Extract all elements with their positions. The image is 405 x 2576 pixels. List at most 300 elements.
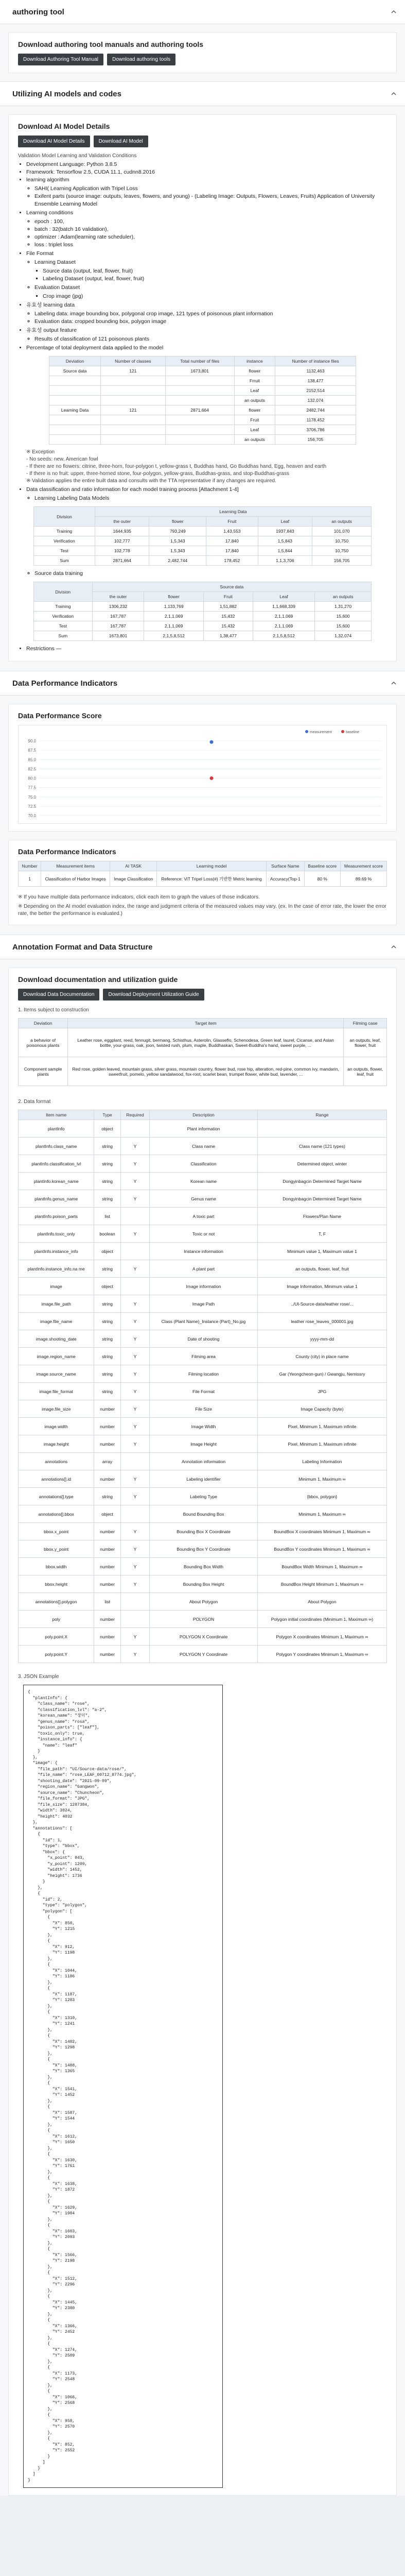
table-cell: image.region_name xyxy=(19,1348,94,1365)
table-header: Number of classes xyxy=(101,357,166,366)
table-row xyxy=(19,1400,387,1418)
table-cell: an outputs xyxy=(234,396,275,405)
table-cell xyxy=(165,376,234,386)
table-header: the outer xyxy=(92,592,144,602)
table-cell: 156,705 xyxy=(275,435,356,445)
table-cell: 101,070 xyxy=(312,527,372,536)
table-cell: POLYGON X Coordinate xyxy=(150,1628,258,1646)
table-cell: 1937,843 xyxy=(258,527,312,536)
ai-models-section xyxy=(0,82,405,671)
table-cell: string xyxy=(94,1295,120,1313)
deployment-table xyxy=(49,356,356,445)
list-item: ◦ Exifent parts (source image: outputs, leaves, flowers, and young) - (Labeling Image: Outputs, Flowers, Leaves, Fruits) Application of University Ensemble Learning Model xyxy=(34,193,387,208)
note-line: - If there are no flowers: citrine, three-horn, four-polygon t, yellow-grass t, Buddhas hand, Go Buddhas hand, Egg, heaven and earth xyxy=(26,464,327,469)
table-row xyxy=(49,396,356,405)
table-cell: number xyxy=(94,1646,120,1663)
table-cell: Y xyxy=(120,1383,149,1400)
table-cell: BoundBox Height Minimum 1, Maximum ∞ xyxy=(257,1575,386,1593)
table-cell: File Format xyxy=(150,1383,258,1400)
table-cell: 1,5,343 xyxy=(149,546,206,556)
table-header: Learning model xyxy=(157,861,267,871)
table-cell: plantInfo.class_name xyxy=(19,1138,94,1155)
learning-split-table xyxy=(33,506,372,566)
y-tick-label: 85.0 xyxy=(28,757,36,762)
table-header: Total number of files xyxy=(165,357,234,366)
table-cell: 1,133,769 xyxy=(144,602,204,612)
table-cell: 15,432 xyxy=(203,612,253,621)
learning-split-table-wrap xyxy=(18,506,387,566)
table-cell: Polygon Y coordinates Minimum 1, Maximum ∞ xyxy=(257,1646,386,1663)
section-title: authoring tool xyxy=(12,7,64,16)
table-cell: Class name xyxy=(150,1138,258,1155)
table-header: Source data xyxy=(92,582,371,592)
y-tick-label: 77.5 xyxy=(28,785,36,790)
annotation-card xyxy=(8,968,397,2496)
table-cell: Dongyinbagcin Determined Target Name xyxy=(257,1173,386,1190)
table-cell xyxy=(49,425,101,435)
table-cell: 2871,664 xyxy=(165,405,234,415)
list-item xyxy=(34,293,387,300)
table-row xyxy=(49,366,356,376)
performance-header[interactable] xyxy=(0,671,405,696)
card-title: Download documentation and utilization guide xyxy=(18,975,178,984)
table-cell: number xyxy=(94,1628,120,1646)
table-cell: Frruit xyxy=(234,376,275,386)
table-header: flower xyxy=(144,592,204,602)
table-cell: image.width xyxy=(19,1418,94,1435)
list-item: ◦ batch : 32(batch 16 validation), xyxy=(34,226,387,233)
table-cell xyxy=(49,435,101,445)
card-title: Download AI Model Details xyxy=(18,122,110,130)
table-row xyxy=(19,1453,387,1470)
table-cell: POLYGON Y Coordinate xyxy=(150,1646,258,1663)
exception-notes xyxy=(26,449,387,485)
list-item: • Learning conditions ◦ epoch : 100, ◦ batch : 32(batch 16 validation), ◦ optimizer : Adam(learning rate scheduler), ◦ loss : triplet loss xyxy=(26,209,387,249)
table-cell: plantInfo.instance_info xyxy=(19,1243,94,1260)
table-cell: Bounding Box Y Coordinate xyxy=(150,1540,258,1558)
table-cell xyxy=(120,1208,149,1225)
restrictions-list xyxy=(18,645,387,653)
table-cell: 1178,452 xyxy=(275,415,356,425)
table-cell: Test xyxy=(34,546,95,556)
table-row xyxy=(19,1470,387,1488)
source-split-table-wrap xyxy=(18,582,387,641)
table-cell xyxy=(120,1593,149,1611)
table-cell: 793,249 xyxy=(149,527,206,536)
download-documentation-button[interactable]: Download Data Documentation xyxy=(18,989,99,1001)
table-cell: 138,477 xyxy=(275,376,356,386)
table-cell: 15,600 xyxy=(315,621,372,631)
table-cell: bbox.y_point xyxy=(19,1540,94,1558)
table-cell: 1,31,270 xyxy=(315,602,372,612)
table-cell: Component sample plants xyxy=(19,1057,68,1086)
list-item: • Framework: Tensorflow 2.5, CUDA 11.1, cudnn8.2016 xyxy=(26,168,387,176)
table-row xyxy=(19,1225,387,1243)
table-cell: Minimum 1, Maximum ∞ xyxy=(257,1505,386,1523)
table-cell: About Polygon xyxy=(150,1593,258,1611)
table-cell: Y xyxy=(120,1225,149,1243)
table-cell: number xyxy=(94,1558,120,1575)
performance-chart-card xyxy=(8,704,397,832)
download-model-button[interactable]: Download AI Model xyxy=(94,135,148,147)
table-cell xyxy=(101,376,166,386)
list-item: ◦ optimizer : Adam(learning rate scheduler), xyxy=(34,233,387,241)
table-cell: an outputs, flower, leaf, fruit xyxy=(344,1057,387,1086)
json-example-box xyxy=(23,1685,223,2488)
table-cell: Y xyxy=(120,1260,149,1278)
table-cell: number xyxy=(94,1470,120,1488)
table-row xyxy=(19,1628,387,1646)
restrictions-item[interactable]: • Restrictions — xyxy=(26,645,387,653)
list-item: ◦ Results of classification of 121 poisonous plants xyxy=(34,335,387,343)
table-cell xyxy=(120,1611,149,1628)
table-cell: 80 % xyxy=(304,871,340,887)
table-cell: Verification xyxy=(34,536,95,546)
construction-table-wrap xyxy=(18,1018,387,1086)
table-cell: Y xyxy=(120,1628,149,1646)
table-cell: 167,787 xyxy=(92,621,144,631)
table-cell: 1673,801 xyxy=(165,366,234,376)
table-cell: Instance information xyxy=(150,1243,258,1260)
table-cell: 10,750 xyxy=(312,546,372,556)
list-item: • learning algorithm ◦ SAHI( Learning Application with Tripel Loss ◦ Exifent parts (source image: outputs, leaves, flowers, and young) - (Labeling Image: Outputs, Flowers, Leaves, Fruits) Application of University Ensemble Learning Model xyxy=(26,176,387,208)
table-cell: Minimum 1, Maximum ∞ xyxy=(257,1470,386,1488)
table-cell: boolean xyxy=(94,1225,120,1243)
list-item: ◦ loss : triplet loss xyxy=(34,241,387,249)
table-cell: 15,600 xyxy=(315,612,372,621)
table-cell: File Size xyxy=(150,1400,258,1418)
list-item: ◦ epoch : 100, xyxy=(34,218,387,226)
table-cell: JPG xyxy=(257,1383,386,1400)
table-cell xyxy=(49,396,101,405)
table-cell: Training xyxy=(34,602,93,612)
table-cell: 15,432 xyxy=(203,621,253,631)
format-table-wrap xyxy=(18,1110,387,1663)
table-cell: string xyxy=(94,1383,120,1400)
table-header: Fruit xyxy=(203,592,253,602)
table-cell xyxy=(165,435,234,445)
table-cell: 132,074 xyxy=(275,396,356,405)
table-cell: Classification of Harbor Images xyxy=(41,871,110,887)
table-cell: Leather rose, eggplant, reed, fennugit, bermang, Schisthus, Asterolin, Glasseflo, Schenodesa, Green leaf, laurel, Cicanse, and Asian bottle, your-grass, oak, joon, twisted rush, plum, maple, Buddhaskan, Sweet-Buddha's hand, sweet purple, ... xyxy=(68,1028,344,1057)
table-header: the outer xyxy=(95,517,149,527)
table-cell: leather rose_leaves_000001.jpg xyxy=(257,1313,386,1330)
table-cell: poly.point.Y xyxy=(19,1646,94,1663)
ratio-list xyxy=(18,486,387,502)
list-item: ◦ Learning Labeling Data Models xyxy=(34,495,387,502)
card-title: Download authoring tool manuals and authoring tools xyxy=(18,40,204,48)
table-cell: string xyxy=(94,1365,120,1383)
table-header: Deviation xyxy=(49,357,101,366)
table-row xyxy=(19,1646,387,1663)
table-header: Required xyxy=(120,1110,149,1120)
table-cell: string xyxy=(94,1173,120,1190)
table-cell: Labeling Type xyxy=(150,1488,258,1505)
list-item: • Data classification and ratio information for each model training process [Attachment 1-4] xyxy=(26,486,387,494)
table-cell: POLYGON xyxy=(150,1611,258,1628)
table-cell: an outputs, flower, leaf, fruit xyxy=(257,1260,386,1278)
table-row xyxy=(49,425,356,435)
table-cell: Y xyxy=(120,1575,149,1593)
table-cell: number xyxy=(94,1400,120,1418)
table-header: Deviation xyxy=(19,1019,68,1028)
table-cell: image.shooting_date xyxy=(19,1330,94,1348)
table-cell: number xyxy=(94,1418,120,1435)
table-cell: 2482,744 xyxy=(275,405,356,415)
table-cell: number xyxy=(94,1435,120,1453)
download-tools-button[interactable]: Download authoring tools xyxy=(107,54,175,65)
table-cell: County (city) in place name xyxy=(257,1348,386,1365)
table-row xyxy=(19,1540,387,1558)
download-manual-button[interactable]: Download Authoring Tool Manual xyxy=(18,54,103,65)
table-row xyxy=(19,1505,387,1523)
download-model-details-button[interactable]: Download AI Model Details xyxy=(18,135,90,147)
table-cell: image.file_size xyxy=(19,1400,94,1418)
table-cell: 1 xyxy=(19,871,41,887)
table-cell: Y xyxy=(120,1418,149,1435)
list-item xyxy=(26,570,387,578)
table-cell: plantInfo xyxy=(19,1120,94,1138)
chevron-up-icon[interactable] xyxy=(391,680,397,686)
table-cell: Bounding Box Width xyxy=(150,1558,258,1575)
table-row xyxy=(19,871,387,887)
table-cell: number xyxy=(94,1611,120,1628)
format-table xyxy=(18,1110,387,1663)
table-cell: 1,5,843 xyxy=(258,536,312,546)
table-cell: Image Width xyxy=(150,1418,258,1435)
table-cell: 178,452 xyxy=(206,556,258,566)
model-info-list xyxy=(18,161,387,352)
table-cell: Labeling identifier xyxy=(150,1470,258,1488)
data-point-baseline xyxy=(210,776,214,780)
table-header: Baseline score xyxy=(304,861,340,871)
table-cell: Filming location xyxy=(150,1365,258,1383)
list-item xyxy=(26,495,387,502)
list-item: ◦ Learning Dataset xyxy=(34,259,387,266)
table-row xyxy=(19,1418,387,1435)
table-cell: object xyxy=(94,1278,120,1295)
table-cell: 156,705 xyxy=(312,556,372,566)
table-cell: image.source_name xyxy=(19,1365,94,1383)
table-header: AI TASK xyxy=(110,861,157,871)
table-cell: 1,51,882 xyxy=(203,602,253,612)
table-row xyxy=(19,1208,387,1225)
section-title: Data Performance Indicators xyxy=(12,679,118,688)
table-cell: an outputs, leaf, flower, fruit xyxy=(344,1028,387,1057)
table-cell: Y xyxy=(120,1435,149,1453)
ai-models-header[interactable] xyxy=(0,82,405,106)
table-row xyxy=(19,1138,387,1155)
table-cell: 1,5,844 xyxy=(258,546,312,556)
card-title: Data Performance Indicators xyxy=(18,848,116,856)
legend-label: measurement xyxy=(310,731,332,734)
table-cell: Y xyxy=(120,1540,149,1558)
table-cell: Dongyinbagcin Determined Target Name xyxy=(257,1190,386,1208)
table-cell: 2152,514 xyxy=(275,386,356,396)
table-cell: 102,778 xyxy=(95,546,149,556)
table-row xyxy=(19,1295,387,1313)
table-cell: image.height xyxy=(19,1435,94,1453)
section-title: Annotation Format and Data Structure xyxy=(12,942,153,952)
table-cell xyxy=(101,386,166,396)
table-cell: 2,1,1,069 xyxy=(253,612,314,621)
table-row xyxy=(49,376,356,386)
chevron-up-icon[interactable] xyxy=(391,91,397,97)
section-title: Utilizing AI models and codes xyxy=(12,89,121,98)
list-item: • File Format ◦ Learning Dataset ▪ Source data (output, leaf, flower, fruit) ▪ Labeling Dataset (output, leaf, flower, fruit) ◦ Evaluation Dataset ▪ Crop image (jpg) xyxy=(26,250,387,300)
table-cell: string xyxy=(94,1348,120,1365)
table-cell: 1,5,343 xyxy=(149,536,206,546)
table-cell: Bounding Box Height xyxy=(150,1575,258,1593)
validation-subtitle: Validation Model Learning and Validation Conditions xyxy=(18,153,137,159)
table-cell: Y xyxy=(120,1523,149,1540)
table-cell xyxy=(49,415,101,425)
table-cell: 1,1,3,706 xyxy=(258,556,312,566)
table-cell: Image Path xyxy=(150,1295,258,1313)
performance-chart-svg xyxy=(19,725,386,823)
table-cell: Toxic or not xyxy=(150,1225,258,1243)
table-cell: annotations xyxy=(19,1453,94,1470)
label-data-format: 2. Data format xyxy=(18,1099,51,1105)
table-header: an outputs xyxy=(315,592,372,602)
table-header: Measurement score xyxy=(340,861,386,871)
table-cell: T, F xyxy=(257,1225,386,1243)
table-cell: image.file_name xyxy=(19,1313,94,1330)
table-row xyxy=(19,1313,387,1330)
table-cell: image xyxy=(19,1278,94,1295)
ai-models-card xyxy=(8,114,397,662)
table-cell: a behavior of poisonous plants xyxy=(19,1028,68,1057)
table-cell: 1673,801 xyxy=(92,631,144,641)
table-cell: 2,1,1,069 xyxy=(144,621,204,631)
list-item: ◦ Source data training xyxy=(34,570,387,578)
list-item: • 유효성 output feature ◦ Results of classification of 121 poisonous plants xyxy=(26,327,387,343)
table-cell: 121 xyxy=(101,366,166,376)
table-header: Fruit xyxy=(206,517,258,527)
table-row xyxy=(19,1611,387,1628)
table-cell: Filming area xyxy=(150,1348,258,1365)
table-cell: Leaf xyxy=(234,425,275,435)
table-cell: 2,1,5,8,512 xyxy=(253,631,314,641)
json-example: { "plantInfo": { "class_name": "rose", "classification_lvl": "a-2", "korean_name": "장미", "genus_name": "rosa", "poison_parts": ["leaf"], "toxic_only": true, "instance_info": { "name": "leaf" } }, "image": { "file_path": "UI/Source-data/rose/", "file_name": "rose_LEAF_00712_8774.jpg", "shooting_date": "2021-09-09", "region_name": "Gangwon", "source_name": "Chuncheon", "file_format": "JPG", "file_size": 1287384, "width": 3024, "height": 4032 }, "annotations": [ { "id": 1, "type": "bbox", "bbox": { "x_point": 843, "y_point": 1209, "width": 1452, "height": 1736 } }, { "id": 2, "type": "polygon", "polygon": [ { "X": 850, "Y": 1215 }, { "X": 912, "Y": 1198 }, { "X": 1044, "Y": 1186 }, { "X": 1187, "Y": 1203 }, { "X": 1310, "Y": 1241 }, { "X": 1402, "Y": 1298 }, { "X": 1488, "Y": 1365 }, { "X": 1541, "Y": 1452 }, { "X": 1587, "Y": 1544 }, { "X": 1612, "Y": 1650 }, { "X": 1630, "Y": 1761 }, { "X": 1638, "Y": 1872 }, { "X": 1629, "Y": 1984 }, { "X": 1603, "Y": 2093 }, { "X": 1566, "Y": 2198 }, { "X": 1512, "Y": 2296 }, { "X": 1445, "Y": 2380 }, { "X": 1366, "Y": 2452 }, { "X": 1274, "Y": 2509 }, { "X": 1173, "Y": 2548 }, { "X": 1066, "Y": 2568 }, { "X": 958, "Y": 2570 }, { "X": 852, "Y": 2552 } ] } ] } xyxy=(28,1690,137,2483)
table-cell: string xyxy=(94,1313,120,1330)
table-cell: 1,32,074 xyxy=(315,631,372,641)
table-header: Division xyxy=(34,582,93,602)
table-cell: 102,777 xyxy=(95,536,149,546)
table-cell: Image Information, Minimum value 1 xyxy=(257,1278,386,1295)
table-cell xyxy=(165,415,234,425)
table-cell: 2,482,744 xyxy=(149,556,206,566)
table-cell: Y xyxy=(120,1488,149,1505)
table-cell: Y xyxy=(120,1295,149,1313)
table-cell xyxy=(120,1278,149,1295)
table-row xyxy=(34,621,372,631)
list-item: • Development Language: Python 3.8.5 xyxy=(26,161,387,168)
table-header: Target item xyxy=(68,1019,344,1028)
table-cell: Annotation information xyxy=(150,1453,258,1470)
table-cell: string xyxy=(94,1330,120,1348)
table-row xyxy=(34,546,372,556)
table-cell: 121 xyxy=(101,405,166,415)
table-cell: A toxic part xyxy=(150,1208,258,1225)
table-row xyxy=(19,1575,387,1593)
table-cell: Image Capacity (byte) xyxy=(257,1400,386,1418)
table-cell: Fruit xyxy=(234,415,275,425)
table-cell: About Polygon xyxy=(257,1593,386,1611)
table-cell: poly.point.X xyxy=(19,1628,94,1646)
annotation-section xyxy=(0,935,405,2496)
authoring-header[interactable] xyxy=(0,0,405,24)
table-cell: 2,1,1,069 xyxy=(144,612,204,621)
table-cell: plantInfo.poison_parts xyxy=(19,1208,94,1225)
table-cell: Flowers/Plan Name xyxy=(257,1208,386,1225)
table-cell: string xyxy=(94,1138,120,1155)
table-cell xyxy=(165,425,234,435)
data-point-measurement xyxy=(210,740,214,744)
table-row xyxy=(19,1488,387,1505)
table-row xyxy=(19,1190,387,1208)
table-cell: Y xyxy=(120,1138,149,1155)
note-line: ※ Exception xyxy=(26,449,55,455)
table-cell: Y xyxy=(120,1330,149,1348)
list-item: ▪ Source data (output, leaf, flower, fruit) xyxy=(43,267,387,275)
table-cell: BoundBox Y coordinates Minimum 1, Maximum ∞ xyxy=(257,1540,386,1558)
list-item: ◦ Evaluation data: cropped bounding box, polygon image xyxy=(34,318,387,326)
table-cell: bbox.width xyxy=(19,1558,94,1575)
table-row xyxy=(19,1155,387,1173)
table-cell: ../UI-Source-data/leather rose/... xyxy=(257,1295,386,1313)
table-cell: flower xyxy=(234,405,275,415)
table-cell: yyyy-mm-dd xyxy=(257,1330,386,1348)
table-cell: Classification xyxy=(150,1155,258,1173)
construction-table xyxy=(18,1018,387,1086)
table-cell: Image Classification xyxy=(110,871,157,887)
performance-section xyxy=(0,671,405,935)
table-cell: Bounding Box X Coordinate xyxy=(150,1523,258,1540)
table-cell: 1,43,553 xyxy=(206,527,258,536)
table-cell: Sum xyxy=(34,631,93,641)
table-cell: annotations[].polygon xyxy=(19,1593,94,1611)
table-cell: Pixel, Minimum 1, Maximum infinite xyxy=(257,1435,386,1453)
table-cell: Polygon initial coordinates (Minimum 1, Maximum ∞) xyxy=(257,1611,386,1628)
table-cell: object xyxy=(94,1243,120,1260)
table-header: Number xyxy=(19,861,41,871)
table-cell: 1,38,477 xyxy=(203,631,253,641)
chevron-up-icon[interactable] xyxy=(391,9,397,15)
table-cell: poly xyxy=(19,1611,94,1628)
table-row xyxy=(34,556,372,566)
table-header: an outputs xyxy=(312,517,372,527)
table-header: Type xyxy=(94,1110,120,1120)
annotation-header[interactable] xyxy=(0,935,405,959)
chevron-up-icon[interactable] xyxy=(391,944,397,950)
table-cell: plantInfo.classification_lvl xyxy=(19,1155,94,1173)
table-row xyxy=(19,1330,387,1348)
table-cell: Y xyxy=(120,1155,149,1173)
table-cell: bbox.height xyxy=(19,1575,94,1593)
table-cell: A plant part xyxy=(150,1260,258,1278)
table-header: Leaf xyxy=(258,517,312,527)
list-item: ◦ Labeling data: image bounding box, polygonal crop image, 121 types of poisonous plant information xyxy=(34,310,387,318)
table-row xyxy=(19,1173,387,1190)
perf-note-1: ※ If you have multiple data performance indicators, click each item to graph the values of those indicators. xyxy=(18,894,260,900)
table-cell xyxy=(101,396,166,405)
table-cell: Leaf xyxy=(234,386,275,396)
table-row xyxy=(49,405,356,415)
download-guide-button[interactable]: Download Deployment Utilization Guide xyxy=(103,989,204,1001)
table-cell: plantInfo.instance_info.na me xyxy=(19,1260,94,1278)
table-cell: Class (Plant Name)_Instance (Part)_No.jpg xyxy=(150,1313,258,1330)
